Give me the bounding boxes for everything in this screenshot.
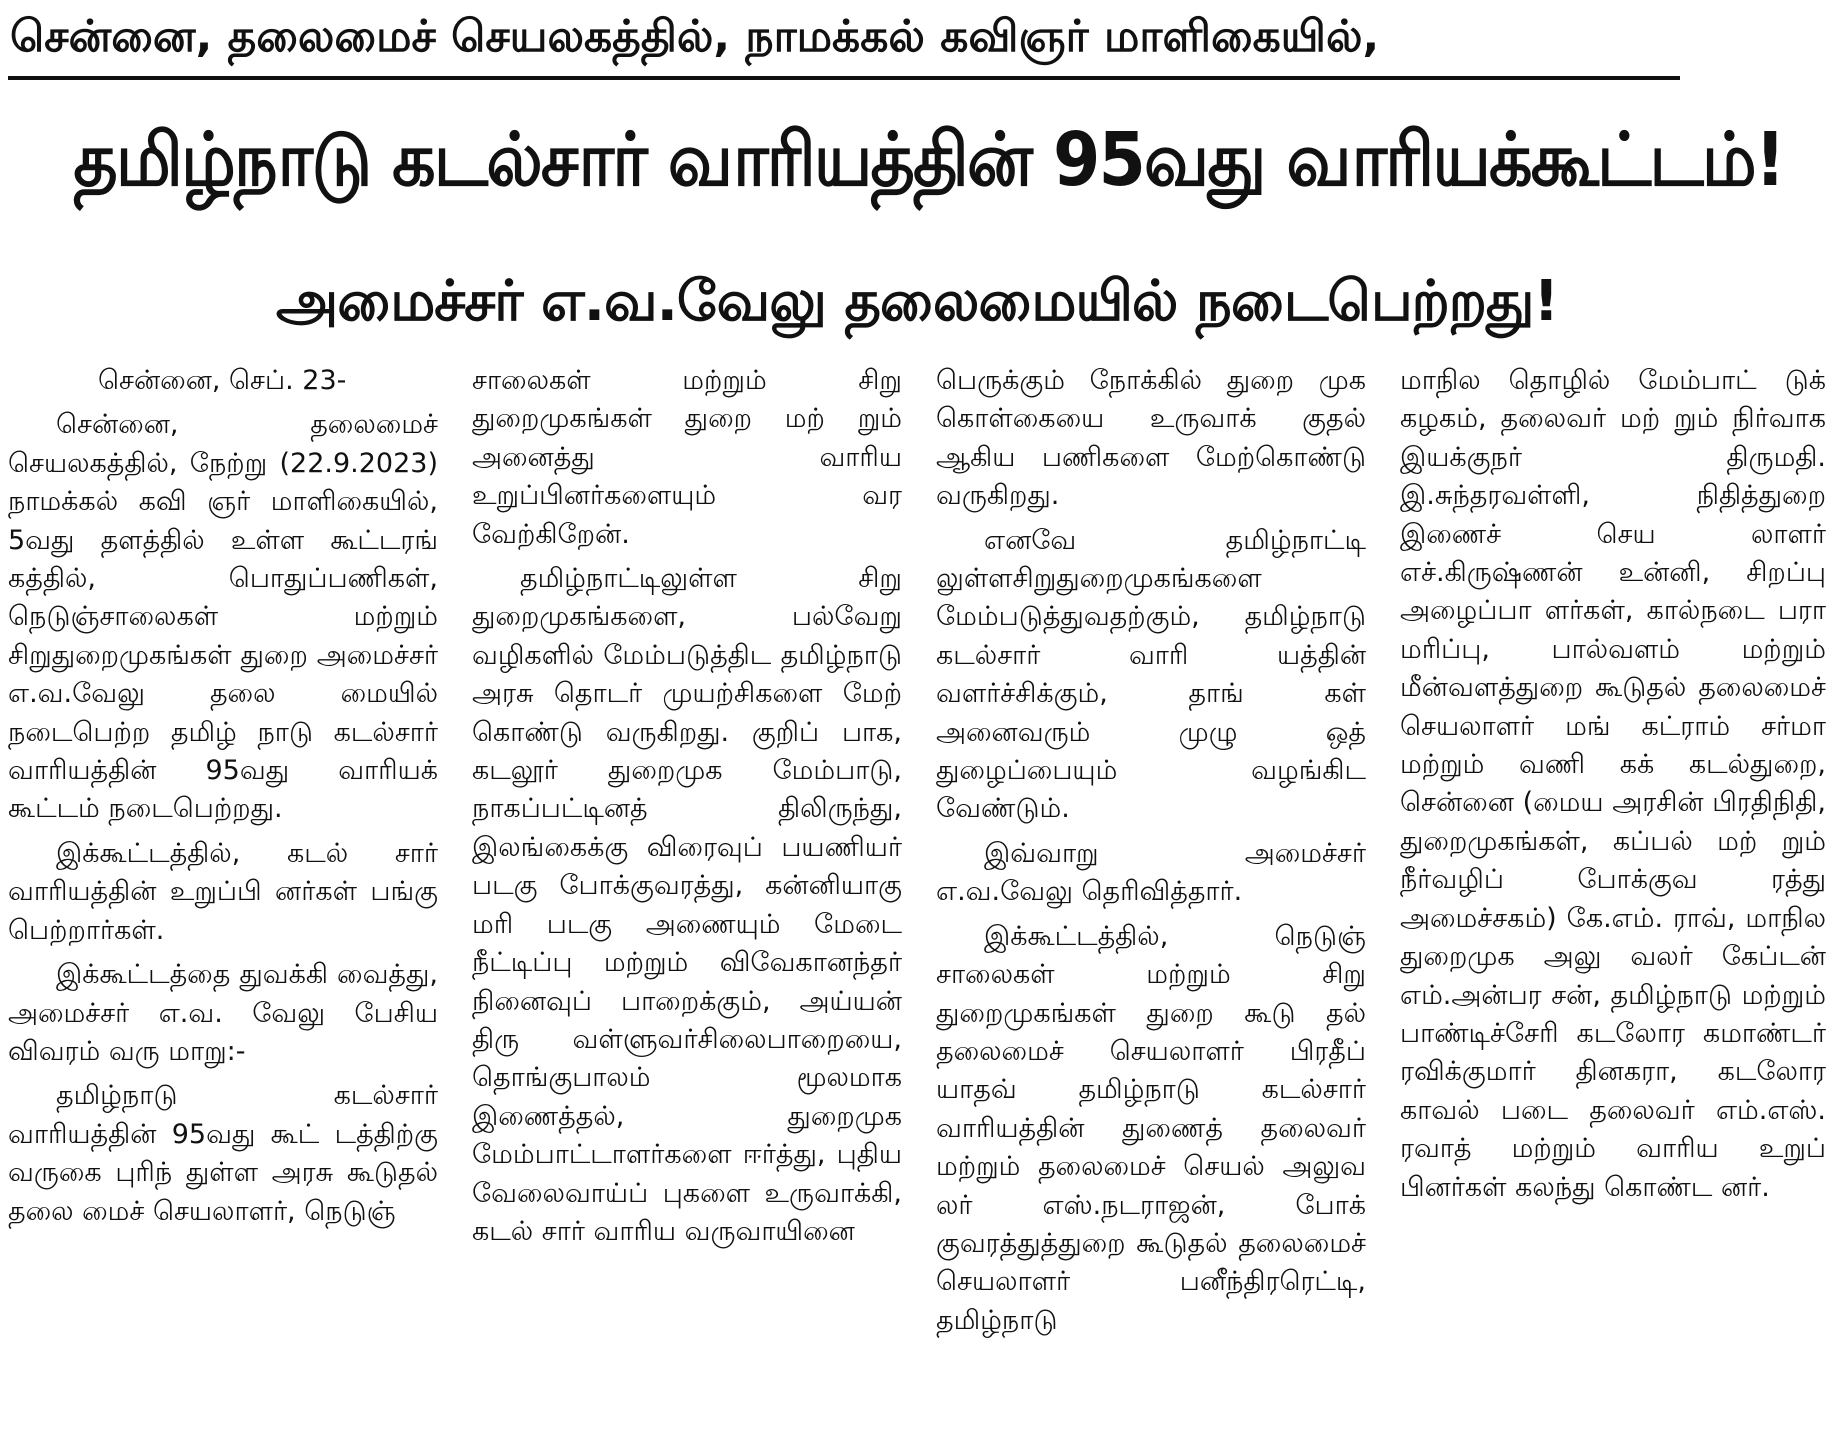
body-column-4 xyxy=(1400,362,1826,1432)
body-paragraph: பெருக்கும் நோக்கில் துறை முக கொள்கையை உருவாக் குதல் ஆகிய பணிகளை மேற்கொண்டு வருகிறது. xyxy=(936,365,1366,512)
body-column-2 xyxy=(472,362,902,1432)
body-paragraph: இவ்வாறு அமைச்சர் எ.வ.வேலு தெரிவித்தார். xyxy=(936,837,1366,908)
body-paragraph: சாலைகள் மற்றும் சிறு துறைமுகங்கள் துறை மற் றும் அனைத்து வாரிய உறுப்பினர்களையும் வர வேற்கிறேன். xyxy=(472,365,902,550)
body-paragraph: மாநில தொழில் மேம்பாட் டுக் கழகம், தலைவர் மற் றும் நிர்வாக இயக்குநர் திருமதி. இ.சுந்தரவள்ளி, நிதித்துறை இணைச் செய லாளர் எச்.கிருஷ்ணன் உன்னி, சிறப்பு அழைப்பா ளர்கள், கால்நடை பரா மரிப்பு, பால்வளம் மற்றும் மீன்வளத்துறை கூடுதல் தலைமைச் செயலாளர் மங் கட்ராம் சர்மா மற்றும் வணி கக் கடல்துறை, சென்னை (மைய அரசின் பிரதிநிதி, துறைமுகங்கள், கப்பல் மற் றும் நீர்வழிப் போக்குவ ரத்து அமைச்சகம்) கே.எம். ராவ், மாநில துறைமுக அலு வலர் கேப்டன் எம்.அன்பர சன், தமிழ்நாடு மற்றும் பாண்டிச்சேரி கடலோர கமாண்டர் ரவிக்குமார் தினகரா, கடலோர காவல் படை தலைவர் எம்.எஸ். ரவாத் மற்றும் வாரிய உறுப் பினர்கள் கலந்து கொண்ட னர். xyxy=(1400,365,1826,1203)
kicker-divider xyxy=(8,76,1680,80)
body-column-3 xyxy=(936,362,1366,1432)
article-body xyxy=(8,362,1826,1432)
article-subheadline: அமைச்சர் எ.வ.வேலு தலைமையில் நடைபெற்றது! xyxy=(276,269,1558,334)
article-kicker: சென்னை, தலைமைச் செயலகத்தில், நாமக்கல் கவிஞர் மாளிகையில், xyxy=(10,11,1380,62)
body-paragraph: தமிழ்நாடு கடல்சார் வாரியத்தின் 95வது கூட் டத்திற்கு வருகை புரிந் துள்ள அரசு கூடுதல் தலை மைச் செயலாளர், நெடுஞ் xyxy=(8,1080,438,1227)
body-paragraph: இக்கூட்டத்தில், நெடுஞ் சாலைகள் மற்றும் சிறு துறைமுகங்கள் துறை கூடு தல் தலைமைச் செயலாளர் பிரதீப் யாதவ் தமிழ்நாடு கடல்சார் வாரியத்தின் துணைத் தலைவர் மற்றும் தலைமைச் செயல் அலுவ லர் எஸ்.நடராஜன், போக் குவரத்துத்துறை கூடுதல் தலைமைச் செயலாளர் பனீந்திரரெட்டி, தமிழ்நாடு xyxy=(936,920,1366,1336)
body-paragraph: இக்கூட்டத்தை துவக்கி வைத்து, அமைச்சர் எ.வ. வேலு பேசிய விவரம் வரு மாறு:- xyxy=(8,959,438,1067)
body-paragraph: சென்னை, தலைமைச் செயலகத்தில், நேற்று (22.9.2023) நாமக்கல் கவி ஞர் மாளிகையில், 5வது தளத்தில் உள்ள கூட்டரங் கத்தில், பொதுப்பணிகள், நெடுஞ்சாலைகள் மற்றும் சிறுதுறைமுகங்கள் துறை அமைச்சர் எ.வ.வேலு தலை மையில் நடைபெற்ற தமிழ் நாடு கடல்சார் வாரியத்தின் 95வது வாரியக் கூட்டம் நடைபெற்றது. xyxy=(8,409,438,825)
body-paragraph: இக்கூட்டத்தில், கடல் சார் வாரியத்தின் உறுப்பி னர்கள் பங்கு பெற்றார்கள். xyxy=(8,837,438,946)
body-column-1 xyxy=(8,362,438,1432)
dateline: சென்னை, செப். 23- xyxy=(98,365,347,396)
body-paragraph: எனவே தமிழ்நாட்டி லுள்ளசிறுதுறைமுகங்களை மேம்படுத்துவதற்கும், தமிழ்நாடு கடல்சார் வாரி யத்தின் வளர்ச்சிக்கும், தாங் கள் அனைவரும் முழு ஒத் துழைப்பையும் வழங்கிட வேண்டும். xyxy=(936,524,1366,825)
body-paragraph: தமிழ்நாட்டிலுள்ள சிறு துறைமுகங்களை, பல்வேறு வழிகளில் மேம்படுத்திட தமிழ்நாடு அரசு தொடர் முயற்சிகளை மேற் கொண்டு வருகிறது. குறிப் பாக, கடலூர் துறைமுக மேம்பாடு, நாகப்பட்டினத் திலிருந்து, இலங்கைக்கு விரைவுப் பயணியர் படகு போக்குவரத்து, கன்னியாகு மரி படகு அணையும் மேடை நீட்டிப்பு மற்றும் விவேகானந்தர் நினைவுப் பாறைக்கும், அய்யன் திரு வள்ளுவர்சிலைபாறையை, தொங்குபாலம் மூலமாக இணைத்தல், துறைமுக மேம்பாட்டாளர்களை ஈர்த்து, புதிய வேலைவாய்ப் புகளை உருவாக்கி, கடல் சார் வாரிய வருவாயினை xyxy=(472,563,902,1247)
article-headline: தமிழ்நாடு கடல்சார் வாரியத்தின் 95வது வாரியக்கூட்டம்! xyxy=(73,117,1784,203)
